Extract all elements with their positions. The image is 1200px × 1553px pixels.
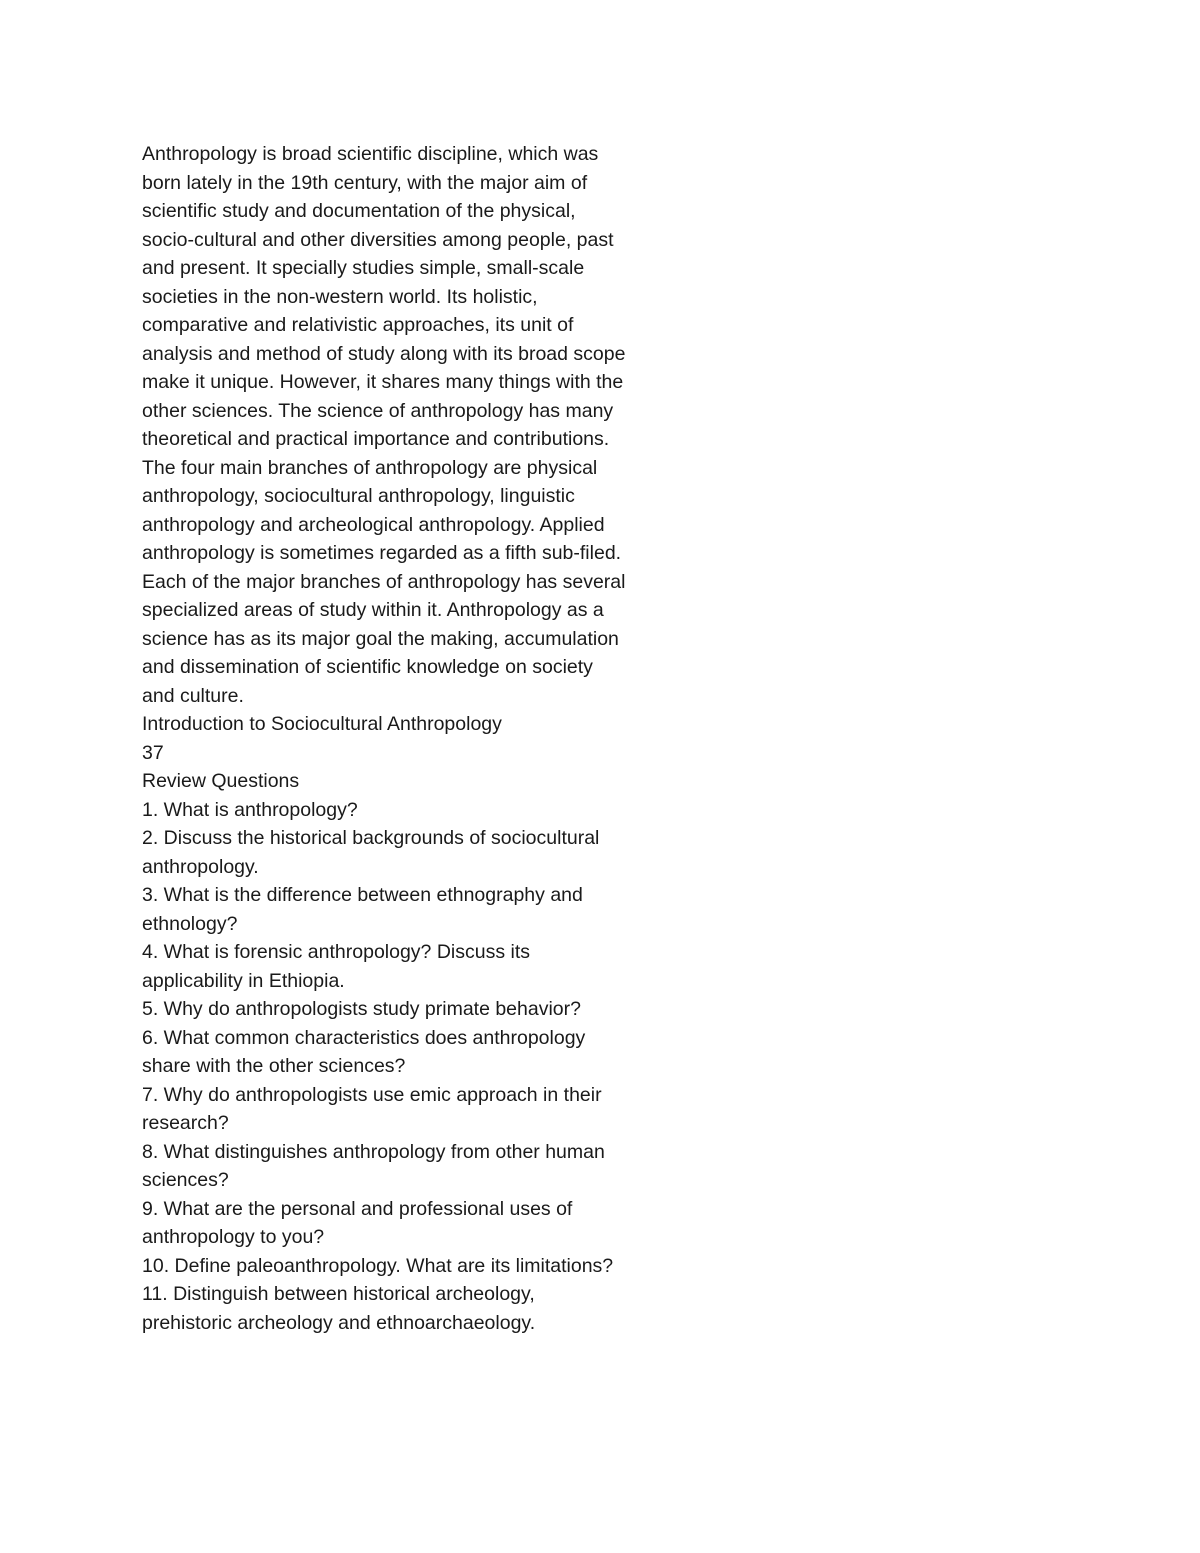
paragraph-line: scientific study and documentation of the physical, (142, 200, 576, 222)
question-line: 1. What is anthropology? (142, 798, 358, 821)
paragraph-line: anthropology, sociocultural anthropology, linguistic (142, 485, 575, 507)
document-text (142, 140, 702, 1337)
question-line: 6. What common characteristics does anthropology (142, 1026, 586, 1049)
paragraph-line: analysis and method of study along with its broad scope (142, 342, 626, 365)
paragraph-line: specialized areas of study within it. Anthropology as a (142, 599, 604, 621)
question-line: 4. What is forensic anthropology? Discuss its (142, 941, 531, 963)
question-line: 9. What are the personal and professional uses of (142, 1197, 573, 1220)
question-line: 7. Why do anthropologists use emic approach in their (142, 1083, 602, 1106)
question-line: share with the other sciences? (142, 1055, 406, 1077)
paragraph-line: and present. It specially studies simple, small-scale (142, 257, 585, 279)
question-line: research? (142, 1112, 229, 1134)
paragraph-line: socio-cultural and other diversities among people, past (142, 228, 614, 251)
paragraph-line: Anthropology is broad scientific discipline, which was (142, 143, 599, 165)
paragraph-line: societies in the non-western world. Its holistic, (142, 285, 538, 308)
paragraph-line: other sciences. The science of anthropology has many (142, 399, 614, 422)
paragraph-line: and culture. (142, 684, 244, 707)
paragraph-line: Each of the major branches of anthropology has several (142, 570, 626, 593)
question-line: anthropology. (142, 855, 259, 878)
question-line: 10. Define paleoanthropology. What are its limitations? (142, 1254, 614, 1277)
question-line: 5. Why do anthropologists study primate behavior? (142, 998, 581, 1020)
paragraph-line: born lately in the 19th century, with the major aim of (142, 171, 588, 194)
paragraph-line: make it unique. However, it shares many things with the (142, 371, 624, 393)
question-line: anthropology to you? (142, 1226, 325, 1248)
question-line: prehistoric archeology and ethnoarchaeology. (142, 1311, 536, 1334)
question-line: 8. What distinguishes anthropology from other human (142, 1140, 605, 1163)
paragraph-line: and dissemination of scientific knowledge on society (142, 656, 593, 678)
question-line: 11. Distinguish between historical archeology, (142, 1283, 535, 1305)
question-line: 3. What is the difference between ethnography and (142, 884, 583, 906)
question-line: ethnology? (142, 912, 238, 935)
paragraph-line: The four main branches of anthropology are physical (142, 456, 598, 479)
section-heading: Review Questions (142, 770, 300, 792)
paragraph-line: comparative and relativistic approaches, its unit of (142, 314, 574, 336)
question-line: 2. Discuss the historical backgrounds of sociocultural (142, 827, 600, 849)
question-line: sciences? (142, 1169, 229, 1191)
paragraph-line: anthropology is sometimes regarded as a fifth sub-filed. (142, 542, 622, 564)
page-number: 37 (142, 741, 164, 764)
running-title: Introduction to Sociocultural Anthropology (142, 713, 502, 735)
paragraph-line: theoretical and practical importance and contributions. (142, 428, 610, 450)
paragraph-line: science has as its major goal the making, accumulation (142, 627, 619, 650)
question-line: applicability in Ethiopia. (142, 969, 345, 992)
paragraph-line: anthropology and archeological anthropology. Applied (142, 513, 605, 536)
